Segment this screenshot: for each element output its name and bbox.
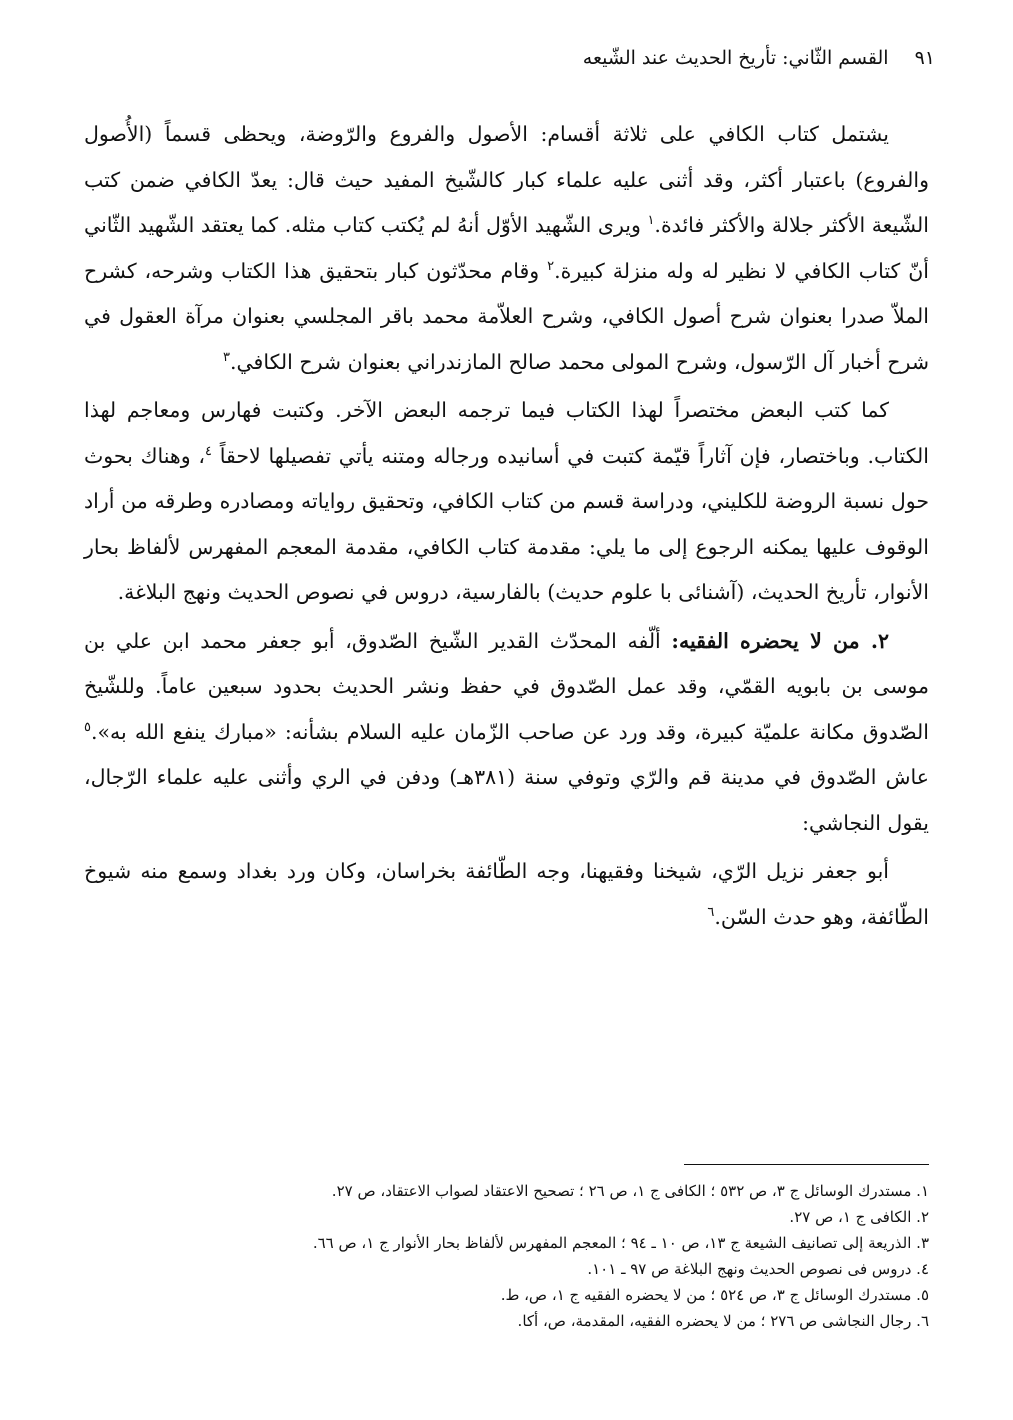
footnote-item: ٤. دروس فى نصوص الحديث ونهج البلاغة ص ٩٧ ـ ١٠١. <box>587 1260 929 1278</box>
paragraph-text: ويرى الشّهيد الأوّل أنهُ لم يُكتب كتاب مثله. كما يعتقد الشّهيد الثّاني أنّ كتاب الكافي لا نظير له وله منزلة كبيرة. <box>84 213 930 283</box>
paragraph-text: ألّفه المحدّث القدير الشّيخ الصّدوق، أبو جعفر محمد ابن علي بن موسى بن بابويه القمّي، وقد عمل الصّدوق في حفظ ونشر الحديث بحدود سبعين عاماً. وللشّيخ الصّدوق مكانة علميّة كبيرة، وقد ورد عن صاحب الزّمان عليه السلام بشأنه: «مبارك ينفع الله به». <box>84 628 929 744</box>
section-heading: ٢. من لا يحضره الفقيه: <box>671 628 889 653</box>
footnote-separator <box>684 1164 929 1165</box>
page-number: ٩١ <box>914 47 935 69</box>
footnotes <box>84 1178 929 1334</box>
footnote-ref[interactable]: ١ <box>647 213 655 229</box>
footnote-ref[interactable]: ٦ <box>707 904 715 920</box>
paragraph-text: عاش الصّدوق في مدينة قم والرّي وتوفي سنة (٣٨١هـ) ودفن في الري وأثنى عليه علماء الرّجال، يقول النجاشي: <box>84 765 929 835</box>
footnote-item: ٣. الذريعة إلى تصانيف الشيعة ج ١٣، ص ١٠ ـ ٩٤ ؛ المعجم المفهرس لألفاظ بحار الأنوار ج ١، ص ٦٦. <box>312 1234 929 1252</box>
paragraph-text: كما كتب البعض مختصراً لهذا الكتاب فيما ترجمه البعض الآخر. وكتبت فهارس ومعاجم لهذا الكتاب. وباختصار، فإن آثاراً قيّمة كتبت في أسانيده ورجاله ومتنه يأتي تفصيلها لاحقاً <box>84 398 929 468</box>
paragraph-najashi-quote <box>84 849 929 940</box>
footnote-item: ١. مستدرك الوسائل ج ٣، ص ٥٣٢ ؛ الكافى ج ١، ص ٢٦ ؛ تصحيح الاعتقاد لصواب الاعتقاد، ص ٢٧. <box>331 1182 929 1200</box>
footnote-item: ٢. الكافى ج ١، ص ٢٧. <box>789 1208 929 1226</box>
paragraph-text: أبو جعفر نزيل الرّي، شيخنا وفقيهنا، وجه الطّائفة بخراسان، وكان ورد بغداد وسمع منه شيوخ الطّائفة، وهو حدث السّن. <box>84 859 929 929</box>
footnote-ref[interactable]: ٤ <box>205 443 212 459</box>
paragraph-text: يشتمل كتاب الكافي على ثلاثة أقسام: الأصول والفروع والرّوضة، ويحظى قسماً (الأُصول والفروع) باعتبار أكثر، وقد أثنى عليه علماء كبار كالشّيخ المفيد حيث قال: يعدّ الكافي ضمن كتب الشّيعة الأكثر جلالة والأكثر فائدة. <box>84 122 929 237</box>
paragraph-kafi-sections <box>84 112 929 385</box>
paragraph-text: وقام محدّثون كبار بتحقيق هذا الكتاب وشرحه، كشرح الملاّ صدرا بعنوان شرح أصول الكافي، وشرح العلاّمة محمد باقر المجلسي بعنوان مرآة العقول في شرح أخبار آل الرّسول، وشرح المولى محمد صالح المازندراني بعنوان شرح الكافي. <box>84 258 929 374</box>
footnote-item: ٥. مستدرك الوسائل ج ٣، ص ٥٢٤ ؛ من لا يحضره الفقيه ج ١، ص، ط. <box>500 1286 929 1304</box>
body-text <box>84 112 929 940</box>
footnote-ref[interactable]: ٣ <box>222 349 230 365</box>
footnote-ref[interactable]: ٥ <box>84 719 91 735</box>
paragraph-text: ، وهناك بحوث حول نسبة الروضة للكليني، ودراسة قسم من كتاب الكافي، وتحقيق رواياته ومصادره وطرقه من أراد الوقوف عليها يمكنه الرجوع إلى ما يلي: مقدمة كتاب الكافي، مقدمة المعجم المفهرس لألفاظ بحار الأنوار، تأريخ الحديث، (آشنائى با علوم حديث) بالفارسية، دروس في نصوص الحديث ونهج البلاغة. <box>84 443 929 604</box>
page-header <box>78 40 935 76</box>
running-title: القسم الثّاني: تأريخ الحديث عند الشّيعه <box>582 47 889 69</box>
paragraph-faqih <box>84 619 929 847</box>
footnote-item: ٦. رجال النجاشى ص ٢٧٦ ؛ من لا يحضره الفقيه، المقدمة، ص، أكا. <box>517 1312 929 1330</box>
paragraph-kafi-works <box>84 388 929 616</box>
footnote-ref[interactable]: ٢ <box>547 258 555 274</box>
